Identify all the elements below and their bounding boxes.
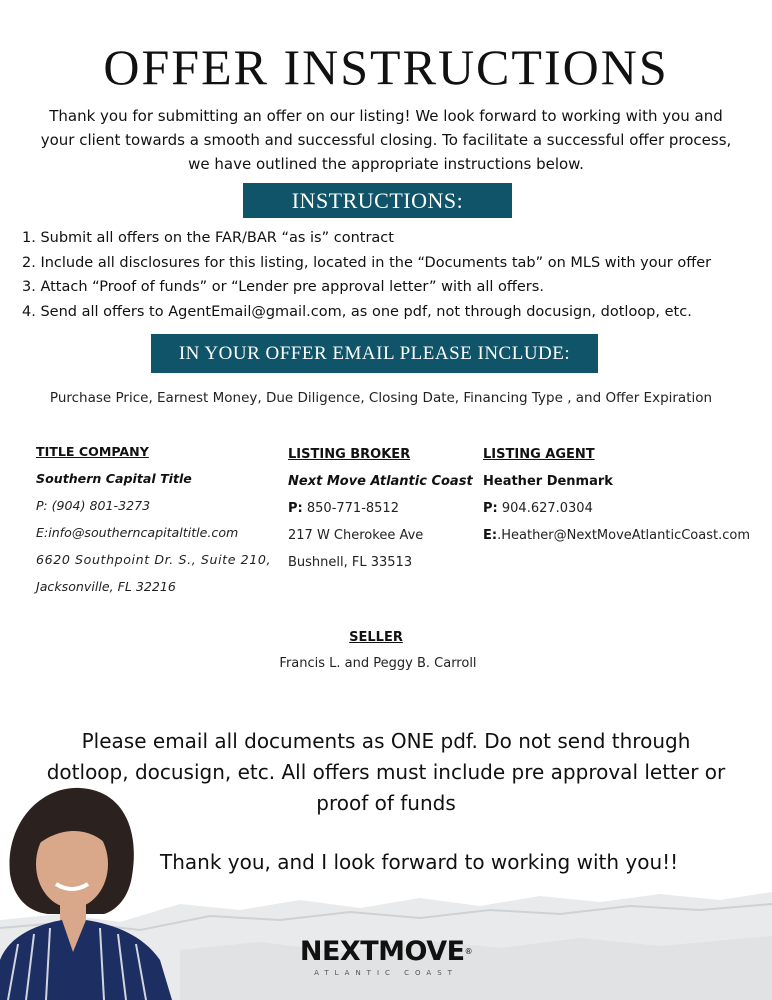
offer-email-items: Purchase Price, Earnest Money, Due Diligence, Closing Date, Financing Type , and Offer Expiration	[49, 390, 713, 406]
listing-agent-phone-row	[483, 495, 768, 522]
seller-heading: SELLER	[349, 630, 403, 645]
listing-agent-email[interactable]: .Heather@NextMoveAtlanticCoast.com	[497, 528, 750, 543]
instructions-list	[22, 226, 762, 324]
agent-photo	[0, 784, 172, 1000]
listing-agent-phone: 904.627.0304	[501, 501, 593, 516]
email-label: E:	[483, 528, 498, 543]
title-company-heading: TITLE COMPANY	[36, 444, 149, 459]
listing-agent-email-row	[483, 522, 768, 549]
title-company-block	[36, 438, 272, 600]
closing-note: Please email all documents as ONE pdf. Do not send through dotloop, docusign, etc. All offers must include pre approval letter or proof of funds	[46, 729, 726, 815]
title-company-address: 6620 Southpoint Dr. S., Suite 210,	[36, 552, 272, 567]
listing-broker-heading: LISTING BROKER	[288, 447, 411, 462]
listing-broker-phone: 850-771-8512	[306, 501, 399, 516]
listing-broker-block	[288, 441, 473, 576]
title-company-phone: P: (904) 801-3273	[36, 498, 151, 513]
title-company-email[interactable]: E:info@southerncapitaltitle.com	[36, 525, 239, 540]
thank-you-note: Thank you, and I look forward to working with you!!	[160, 850, 679, 874]
intro-paragraph: Thank you for submitting an offer on our listing! We look forward to working with you and your client towards a smooth and successful closing. To facilitate a successful offer process, we have outlined the appropriate instructions below.	[40, 107, 732, 173]
listing-broker-phone-row	[288, 495, 473, 522]
listing-broker-name: Next Move Atlantic Coast	[288, 474, 473, 489]
instruction-step: 1. Submit all offers on the FAR/BAR “as is” contract	[22, 230, 394, 246]
page-title: OFFER INSTRUCTIONS	[103, 39, 669, 95]
instructions-banner: INSTRUCTIONS:	[243, 183, 512, 218]
listing-broker-city: Bushnell, FL 33513	[288, 555, 413, 570]
logo-tagline: ATLANTIC COAST	[314, 969, 458, 977]
phone-label: P:	[483, 501, 498, 516]
phone-label: P:	[288, 501, 303, 516]
instruction-step: 3. Attach “Proof of funds” or “Lender pre approval letter” with all offers.	[22, 279, 544, 295]
listing-broker-address: 217 W Cherokee Ave	[288, 528, 424, 543]
seller-name: Francis L. and Peggy B. Carroll	[279, 656, 477, 671]
logo-wordmark: NEXTMOVE®	[299, 936, 473, 967]
nextmove-logo	[276, 937, 496, 985]
listing-agent-block	[483, 441, 768, 549]
title-company-name: Southern Capital Title	[36, 471, 192, 486]
instruction-step: 4. Send all offers to AgentEmail@gmail.com, as one pdf, not through docusign, dotloop, etc.	[22, 303, 692, 320]
offer-email-banner: IN YOUR OFFER EMAIL PLEASE INCLUDE:	[151, 334, 598, 373]
instruction-step: 2. Include all disclosures for this listing, located in the “Documents tab” on MLS with your offer	[22, 254, 712, 271]
listing-agent-name: Heather Denmark	[483, 474, 613, 489]
title-company-city: Jacksonville, FL 32216	[36, 579, 176, 594]
listing-agent-heading: LISTING AGENT	[483, 447, 595, 462]
